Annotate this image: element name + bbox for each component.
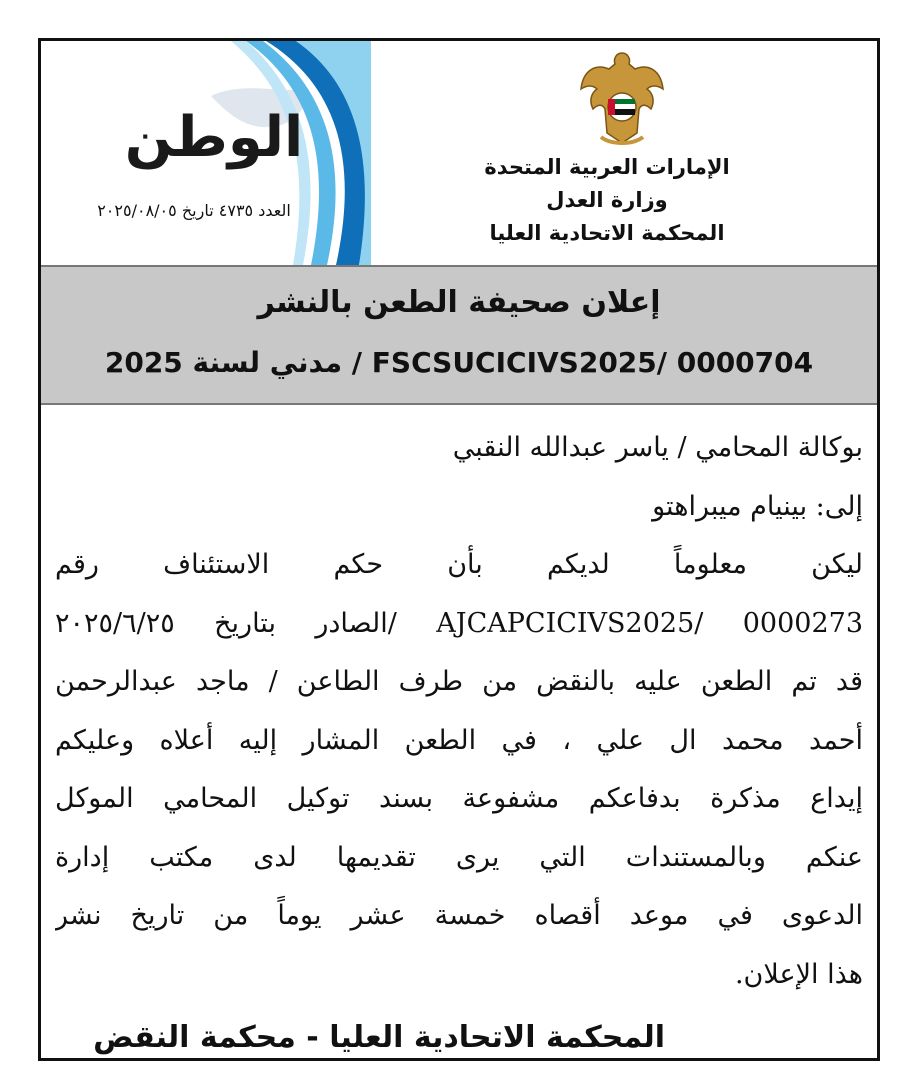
issue-info: العدد ٤٧٣٥ تاريخ ٢٠٢٥/٠٨/٠٥ xyxy=(97,201,291,220)
body-line-6: أحمد محمد ال علي ، في الطعن المشار إليه أعلاه وعليكم xyxy=(55,724,863,756)
ministry-name: وزارة العدل xyxy=(546,188,668,212)
case-number: FSCSUCICIVS2025/ 0000704 / مدني لسنة 2025 xyxy=(104,346,814,379)
body-line-10: هذا الإعلان. xyxy=(734,958,863,990)
notice-frame xyxy=(38,38,880,1061)
country-name: الإمارات العربية المتحدة xyxy=(484,155,730,179)
body-line-5: قد تم الطعن عليه بالنقض من طرف الطاعن / ماجد عبدالرحمن xyxy=(55,666,863,697)
newspaper-name: الوطن xyxy=(124,105,304,170)
notice-title: إعلان صحيفة الطعن بالنشر xyxy=(257,285,661,320)
body-line-1: بوكالة المحامي / ياسر عبدالله النقبي xyxy=(452,432,863,463)
title-band xyxy=(41,265,877,405)
body-line-4: AJCAPCICIVS2025/ 0000273 /الصادر بتاريخ ٢٠٢٥/٦/٢٥ xyxy=(55,607,863,639)
body-line-2: إلى: بينيام ميبراهتو xyxy=(652,490,863,522)
court-name: المحكمة الاتحادية العليا xyxy=(489,221,725,245)
uae-falcon-emblem-icon xyxy=(579,49,665,149)
court-signature: المحكمة الاتحادية العليا - محكمة النقض xyxy=(93,1020,665,1055)
notice-body xyxy=(55,419,863,1004)
body-line-9: الدعوى في موعد أقصاه خمسة عشر يوماً من تاريخ نشر xyxy=(55,900,863,931)
ministry-block xyxy=(477,151,737,250)
body-line-8: عنكم وبالمستندات التي يرى تقديمها لدى مكتب إدارة xyxy=(55,841,863,873)
body-line-7: إيداع مذكرة بدفاعكم مشفوعة بسند توكيل المحامي الموكل xyxy=(55,783,863,814)
body-line-3: ليكن معلوماً لديكم بأن حكم الاستئناف رقم xyxy=(55,549,863,580)
